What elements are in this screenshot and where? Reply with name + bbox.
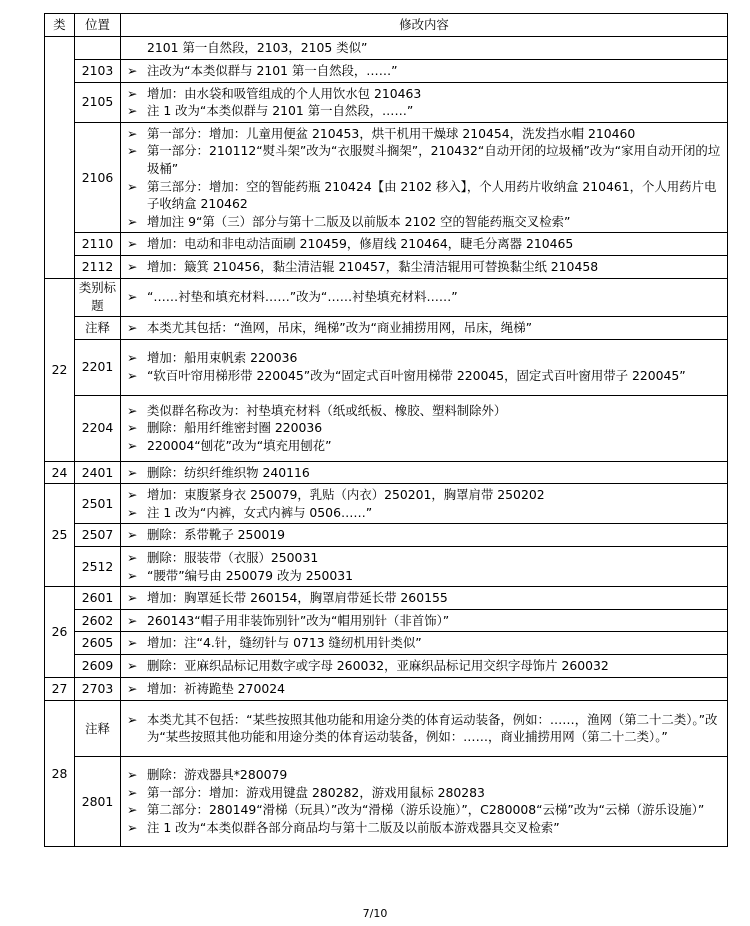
arrow-bullet-icon: ➢ — [127, 213, 138, 229]
list-item — [127, 464, 722, 482]
item-text: 注 1 改为“本类似群各部分商品均与第十二版及以前版本游戏器具交叉检索” — [147, 819, 560, 835]
list-item — [127, 235, 722, 253]
position-cell: 注释 — [75, 316, 121, 339]
table-row — [45, 395, 728, 461]
modification-table — [44, 13, 728, 847]
position-cell: 2703 — [75, 677, 121, 700]
list-item — [127, 288, 722, 306]
arrow-bullet-icon: ➢ — [127, 681, 138, 697]
content-cell — [121, 255, 728, 278]
item-text: 类似群名称改为：衬垫填充材料（纸或纸板、橡胶、塑料制除外） — [147, 402, 507, 418]
list-item — [127, 526, 722, 544]
position-cell: 2201 — [75, 339, 121, 395]
table-row — [45, 122, 728, 233]
item-text: 删除：服装带（衣服）250031 — [147, 549, 319, 565]
list-item — [127, 419, 722, 437]
list-item — [127, 486, 722, 504]
list-item — [127, 39, 722, 57]
content-cell — [121, 632, 728, 655]
item-text: 增加：船用束帆索 220036 — [147, 350, 298, 366]
content-cell — [121, 700, 728, 756]
content-cell — [121, 278, 728, 316]
arrow-bullet-icon: ➢ — [127, 504, 138, 520]
item-text: 增加：注“4.针，缝纫针与 0713 缝纫机用针类似” — [147, 635, 422, 651]
list-item — [127, 589, 722, 607]
content-cell — [121, 461, 728, 484]
arrow-bullet-icon: ➢ — [127, 802, 138, 818]
arrow-bullet-icon: ➢ — [127, 658, 138, 674]
arrow-bullet-icon: ➢ — [127, 635, 138, 651]
item-text: 第二部分：280149“滑梯（玩具）”改为“滑梯（游乐设施）”，C280008“云梯”改为“云梯（游乐设施）” — [147, 802, 705, 818]
item-text: 增加：由水袋和吸管组成的个人用饮水包 210463 — [147, 85, 422, 101]
item-text: 删除：船用纤维密封圈 220036 — [147, 420, 323, 436]
item-text: 删除：纺织纤维织物 240116 — [147, 464, 310, 480]
header-position: 位置 — [75, 14, 121, 37]
page-number: 7/10 — [362, 907, 388, 920]
item-text: 注 1 改为“本类似群与 2101 第一自然段，……” — [147, 103, 414, 119]
item-text: 增加：电动和非电动洁面刷 210459，修眉线 210464，睫毛分离器 210465 — [147, 236, 574, 252]
list-item — [127, 85, 722, 103]
item-text: 注改为“本类似群与 2101 第一自然段，……” — [147, 62, 398, 78]
table-row — [45, 37, 728, 60]
table-row — [45, 82, 728, 122]
list-item — [127, 784, 722, 802]
class-number-cell: 26 — [45, 587, 75, 678]
list-item — [127, 402, 722, 420]
list-item — [127, 178, 722, 213]
list-item — [127, 766, 722, 784]
arrow-bullet-icon: ➢ — [127, 103, 138, 119]
list-item — [127, 349, 722, 367]
table-row — [45, 233, 728, 256]
table-row — [45, 524, 728, 547]
item-text: 本类尤其包括：“渔网，吊床，绳梯”改为“商业捕捞用网，吊床，绳梯” — [147, 319, 533, 335]
class-number-cell: 25 — [45, 484, 75, 587]
table-row — [45, 278, 728, 316]
list-item — [127, 437, 722, 455]
arrow-bullet-icon: ➢ — [127, 784, 138, 800]
content-cell — [121, 395, 728, 461]
item-text: 第一部分：增加：游戏用键盘 280282，游戏用鼠标 280283 — [147, 784, 485, 800]
item-text: 删除：亚麻织品标记用数字或字母 260032，亚麻织品标记用交织字母饰片 260032 — [147, 658, 609, 674]
position-cell: 2106 — [75, 122, 121, 233]
arrow-bullet-icon: ➢ — [127, 62, 138, 78]
position-cell: 注释 — [75, 700, 121, 756]
table-row — [45, 654, 728, 677]
header-content: 修改内容 — [121, 14, 728, 37]
arrow-bullet-icon: ➢ — [127, 567, 138, 583]
content-cell — [121, 59, 728, 82]
table-row — [45, 461, 728, 484]
position-cell: 2601 — [75, 587, 121, 610]
list-item — [127, 102, 722, 120]
list-item — [127, 711, 722, 746]
item-text: 第三部分：增加：空的智能药瓶 210424【由 2102 移入】，个人用药片收纳盒 210461，个人用药片电子收纳盒 210462 — [147, 178, 717, 212]
position-cell: 2501 — [75, 484, 121, 524]
item-text: “软百叶帘用梯形带 220045”改为“固定式百叶窗用梯带 220045，固定式百叶窗用带子 220045” — [147, 368, 686, 384]
arrow-bullet-icon: ➢ — [127, 143, 138, 159]
list-item — [127, 319, 722, 337]
table-row — [45, 587, 728, 610]
list-item — [127, 62, 722, 80]
class-number-cell: 28 — [45, 700, 75, 846]
position-cell: 2204 — [75, 395, 121, 461]
arrow-bullet-icon: ➢ — [127, 178, 138, 194]
arrow-bullet-icon: ➢ — [127, 527, 138, 543]
content-cell — [121, 524, 728, 547]
content-cell — [121, 587, 728, 610]
table-row — [45, 59, 728, 82]
content-cell — [121, 339, 728, 395]
header-class: 类 — [45, 14, 75, 37]
list-item — [127, 680, 722, 698]
position-cell: 2801 — [75, 756, 121, 846]
list-item — [127, 567, 722, 585]
table-header-row — [45, 14, 728, 37]
content-cell — [121, 37, 728, 60]
table-body — [45, 37, 728, 847]
table-row — [45, 700, 728, 756]
position-cell: 2103 — [75, 59, 121, 82]
position-cell: 2507 — [75, 524, 121, 547]
class-number-cell: 22 — [45, 278, 75, 461]
item-text: “腰带”编号由 250079 改为 250031 — [147, 567, 353, 583]
item-text: 2101 第一自然段，2103，2105 类似” — [147, 40, 368, 55]
arrow-bullet-icon: ➢ — [127, 711, 138, 727]
class-number-cell: 24 — [45, 461, 75, 484]
position-cell: 类别标题 — [75, 278, 121, 316]
content-cell — [121, 677, 728, 700]
list-item — [127, 258, 722, 276]
content-cell — [121, 484, 728, 524]
list-item — [127, 612, 722, 630]
class-number-cell — [45, 37, 75, 279]
arrow-bullet-icon: ➢ — [127, 402, 138, 418]
content-cell — [121, 654, 728, 677]
arrow-bullet-icon: ➢ — [127, 319, 138, 335]
list-item — [127, 549, 722, 567]
arrow-bullet-icon: ➢ — [127, 549, 138, 565]
position-cell: 2105 — [75, 82, 121, 122]
position-cell: 2112 — [75, 255, 121, 278]
item-text: 第一部分：增加：儿童用便盆 210453，烘干机用干燥球 210454，洗发挡水帽 210460 — [147, 125, 636, 141]
arrow-bullet-icon: ➢ — [127, 350, 138, 366]
position-cell: 2605 — [75, 632, 121, 655]
arrow-bullet-icon: ➢ — [127, 612, 138, 628]
list-item — [127, 142, 722, 177]
list-item — [127, 819, 722, 837]
position-cell — [75, 37, 121, 60]
arrow-bullet-icon: ➢ — [127, 767, 138, 783]
item-text: “……衬垫和填充材料……”改为“……衬垫填充材料……” — [147, 289, 458, 305]
position-cell: 2110 — [75, 233, 121, 256]
table-row — [45, 484, 728, 524]
table-row — [45, 632, 728, 655]
item-text: 增加：束腹紧身衣 250079，乳贴（内衣）250201，胸罩肩带 250202 — [147, 487, 545, 503]
table-row — [45, 677, 728, 700]
content-cell — [121, 82, 728, 122]
item-text: 注 1 改为“内裤，女式内裤与 0506……” — [147, 504, 373, 520]
arrow-bullet-icon: ➢ — [127, 437, 138, 453]
arrow-bullet-icon: ➢ — [127, 85, 138, 101]
position-cell: 2512 — [75, 546, 121, 586]
content-cell — [121, 609, 728, 632]
table-row — [45, 546, 728, 586]
item-text: 增加注 9“第（三）部分与第十二版及以前版本 2102 空的智能药瓶交叉检索” — [147, 213, 571, 229]
position-cell: 2602 — [75, 609, 121, 632]
position-cell: 2401 — [75, 461, 121, 484]
item-text: 第一部分：210112“熨斗架”改为“衣服熨斗搁架”，210432“自动开闭的垃圾桶”改为“家用自动开闭的垃圾桶” — [147, 143, 721, 176]
content-cell — [121, 756, 728, 846]
table-row — [45, 339, 728, 395]
list-item — [127, 125, 722, 143]
item-text: 删除：游戏器具*280079 — [147, 767, 288, 783]
arrow-bullet-icon: ➢ — [127, 420, 138, 436]
item-text: 删除：系带靴子 250019 — [147, 527, 285, 543]
content-cell — [121, 233, 728, 256]
content-cell — [121, 546, 728, 586]
table-row — [45, 756, 728, 846]
item-text: 260143“帽子用非装饰别针”改为“帽用别针（非首饰）” — [147, 612, 450, 628]
class-number-cell: 27 — [45, 677, 75, 700]
arrow-bullet-icon: ➢ — [127, 125, 138, 141]
item-text: 本类尤其不包括：“某些按照其他功能和用途分类的体育运动装备，例如：……，渔网（第二十二类）。”改为“某些按照其他功能和用途分类的体育运动装备，例如：……，商业捕捞用网（第二十二类）。” — [147, 711, 718, 745]
list-item — [127, 657, 722, 675]
table-row — [45, 255, 728, 278]
list-item — [127, 504, 722, 522]
arrow-bullet-icon: ➢ — [127, 258, 138, 274]
item-text: 220004“刨花”改为“填充用刨花” — [147, 437, 332, 453]
list-item — [127, 367, 722, 385]
arrow-bullet-icon: ➢ — [127, 236, 138, 252]
position-cell: 2609 — [75, 654, 121, 677]
arrow-bullet-icon: ➢ — [127, 289, 138, 305]
table-row — [45, 609, 728, 632]
list-item — [127, 634, 722, 652]
content-cell — [121, 122, 728, 233]
item-text: 增加：祈祷跪垫 270024 — [147, 681, 285, 697]
arrow-bullet-icon: ➢ — [127, 368, 138, 384]
item-text: 增加：簸箕 210456，黏尘清洁辊 210457，黏尘清洁辊用可替换黏尘纸 210458 — [147, 258, 599, 274]
arrow-bullet-icon: ➢ — [127, 487, 138, 503]
table-row — [45, 316, 728, 339]
arrow-bullet-icon: ➢ — [127, 590, 138, 606]
list-item — [127, 213, 722, 231]
list-item — [127, 801, 722, 819]
arrow-bullet-icon: ➢ — [127, 464, 138, 480]
arrow-bullet-icon: ➢ — [127, 819, 138, 835]
content-cell — [121, 316, 728, 339]
item-text: 增加：胸罩延长带 260154，胸罩肩带延长带 260155 — [147, 590, 448, 606]
